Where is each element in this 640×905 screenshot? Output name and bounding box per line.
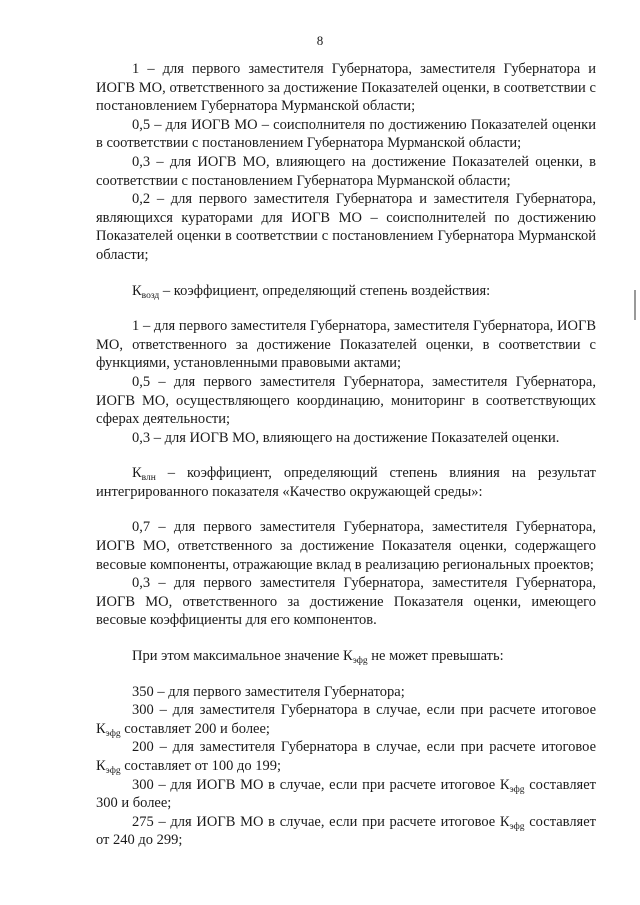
paragraph: 0,5 – для первого заместителя Губернатора, заместителя Губернатора, ИОГВ МО, осуществляющего координацию, мониторинг в соответствующих сферах деятельности; bbox=[96, 373, 596, 428]
limit-text-end: составляет от 100 до 199; bbox=[120, 758, 282, 774]
coefficient-subscript: эфg bbox=[105, 766, 121, 776]
intro-text-end: не может превышать: bbox=[367, 648, 504, 665]
limit-item bbox=[96, 813, 596, 850]
document-body bbox=[96, 60, 596, 850]
limit-text: 350 – для первого заместителя Губернатора; bbox=[132, 683, 405, 700]
max-value-intro bbox=[96, 647, 596, 666]
paragraph: 1 – для первого заместителя Губернатора, заместителя Губернатора, ИОГВ МО, ответственного за достижение Показателей оценки, в соответствии с функциями, установленными правовыми актами; bbox=[96, 318, 596, 372]
limit-text: 275 – для ИОГВ МО в случае, если при расчете итоговое К bbox=[132, 813, 510, 830]
coefficient-definition-k-vlin bbox=[96, 464, 596, 501]
limit-item bbox=[96, 738, 596, 775]
limit-item bbox=[96, 683, 596, 702]
coefficient-symbol: К bbox=[132, 282, 142, 299]
coefficient-subscript: эфg bbox=[352, 656, 368, 667]
limit-text-end: составляет 200 и более; bbox=[120, 720, 270, 737]
limit-text: 200 – для заместителя Губернатора в случае, если при расчете итоговое К bbox=[96, 739, 596, 774]
coefficient-description: – коэффициент, определяющий степень влияния на результат интегрированного показателя «Качество окружающей среды»: bbox=[96, 465, 596, 500]
paragraph: 0,3 – для первого заместителя Губернатора, заместителя Губернатора, ИОГВ МО, ответственного за достижение Показателя оценки, имеющего весовые коэффициенты для его компонентов. bbox=[96, 575, 596, 629]
limit-text-end: составляет от 240 до 299; bbox=[96, 813, 597, 849]
paragraph: 0,3 – для ИОГВ МО, влияющего на достижение Показателей оценки. bbox=[132, 429, 560, 446]
coefficient-symbol: К bbox=[132, 465, 142, 482]
limit-text: 300 – для ИОГВ МО в случае, если при расчете итоговое К bbox=[132, 776, 510, 793]
limit-item bbox=[96, 776, 596, 813]
paragraph: 0,3 – для ИОГВ МО, влияющего на достижение Показателей оценки, в соответствии с постановлением Губернатора Мурманской области; bbox=[96, 153, 596, 189]
page-number: 8 bbox=[316, 33, 324, 48]
paragraph: 1 – для первого заместителя Губернатора, заместителя Губернатора и ИОГВ МО, ответственного за достижение Показателей оценки, в соответствии с постановлением Губернатора Мурманской области; bbox=[96, 61, 596, 115]
coefficient-definition-k-vozd bbox=[96, 282, 596, 301]
coefficient-subscript: эфg bbox=[509, 821, 525, 832]
coefficient-subscript: эфg bbox=[105, 728, 121, 739]
scan-edge-mark bbox=[634, 290, 636, 320]
paragraph: 0,2 – для первого заместителя Губернатора и заместителя Губернатора, являющихся кураторами для ИОГВ МО – соисполнителей по достижению Показателей оценки в соответствии с постановлением Губернатора Мурманской области; bbox=[96, 191, 596, 263]
coefficient-description: – коэффициент, определяющий степень воздействия: bbox=[159, 282, 491, 299]
paragraph: 0,5 – для ИОГВ МО – соисполнителя по достижению Показателей оценки в соответствии с постановлением Губернатора Мурманской области; bbox=[96, 116, 596, 152]
limit-text: 300 – для заместителя Губернатора в случае, если при расчете итоговое К bbox=[96, 702, 596, 737]
paragraph: 0,7 – для первого заместителя Губернатора, заместителя Губернатора, ИОГВ МО, ответственного за достижение Показателя оценки, содержащего весовые компоненты, отражающие вклад в реализацию региональных проектов; bbox=[96, 519, 596, 573]
coefficient-subscript: влн bbox=[141, 473, 156, 484]
coefficient-subscript: эфg bbox=[509, 784, 525, 795]
coefficient-subscript: возд bbox=[141, 290, 160, 301]
limit-text-end: составляет 300 и более; bbox=[96, 776, 597, 812]
intro-text: При этом максимальное значение К bbox=[132, 648, 353, 665]
limit-item bbox=[96, 701, 596, 738]
